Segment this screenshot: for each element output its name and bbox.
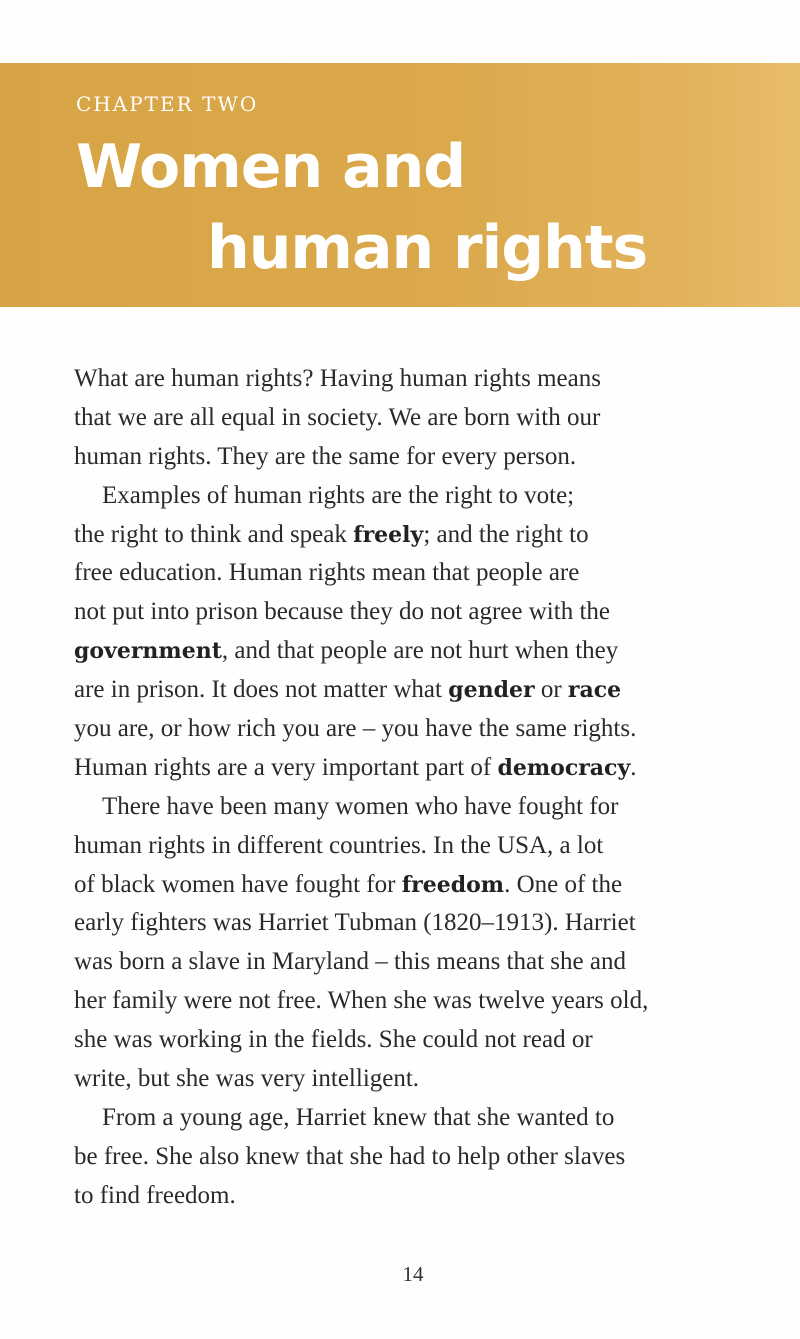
text-line bbox=[74, 710, 764, 749]
text-segment: From a young age, Harriet knew that she wanted to bbox=[102, 1103, 615, 1131]
text-segment: or bbox=[534, 676, 568, 704]
text-line bbox=[74, 788, 764, 827]
glossary-term: government bbox=[74, 638, 222, 665]
text-line bbox=[74, 827, 764, 866]
text-segment: are in prison. It does not matter what bbox=[74, 676, 449, 704]
text-segment: . bbox=[630, 753, 637, 781]
text-segment: be free. She also knew that she had to help other slaves bbox=[74, 1142, 626, 1170]
text-segment: Human rights are a very important part of bbox=[74, 753, 498, 781]
text-segment: . One of the bbox=[504, 870, 623, 898]
text-line bbox=[74, 904, 764, 943]
text-segment: ; and the right to bbox=[423, 520, 589, 548]
chapter-label: CHAPTER TWO bbox=[76, 92, 259, 116]
glossary-term: democracy bbox=[497, 754, 631, 781]
text-line bbox=[74, 399, 764, 438]
text-line bbox=[74, 1177, 764, 1216]
text-line bbox=[74, 671, 764, 710]
text-line bbox=[74, 477, 764, 516]
text-segment: What are human rights? Having human rights means bbox=[74, 365, 601, 392]
text-line bbox=[74, 749, 764, 788]
text-line bbox=[74, 1138, 764, 1177]
text-segment: you are, or how rich you are – you have the same rights. bbox=[74, 715, 637, 743]
text-segment: human rights in different countries. In the USA, a lot bbox=[74, 831, 604, 859]
body-text bbox=[74, 360, 764, 1216]
text-segment: not put into prison because they do not agree with the bbox=[74, 598, 610, 626]
glossary-term: gender bbox=[448, 677, 535, 704]
text-line bbox=[74, 438, 764, 477]
text-line bbox=[74, 632, 764, 671]
chapter-title-line-1: Women and bbox=[76, 132, 466, 202]
text-line bbox=[74, 982, 764, 1021]
text-line bbox=[74, 866, 764, 905]
text-segment: of black women have fought for bbox=[74, 870, 402, 898]
glossary-term: freely bbox=[353, 521, 424, 548]
text-line bbox=[74, 1099, 764, 1138]
text-segment: the right to think and speak bbox=[74, 520, 354, 548]
text-line bbox=[74, 1021, 764, 1060]
text-segment: her family were not free. When she was twelve years old, bbox=[74, 987, 649, 1015]
text-segment: early fighters was Harriet Tubman (1820–1913). Harriet bbox=[74, 909, 636, 937]
glossary-term: freedom bbox=[401, 871, 505, 898]
chapter-title-line-2: human rights bbox=[207, 213, 648, 283]
glossary-term: race bbox=[567, 677, 622, 704]
text-segment: Examples of human rights are the right to vote; bbox=[102, 481, 575, 509]
text-segment: free education. Human rights mean that people are bbox=[74, 559, 580, 587]
text-line bbox=[74, 554, 764, 593]
text-segment: There have been many women who have fought for bbox=[102, 792, 619, 820]
text-segment: to find freedom. bbox=[74, 1181, 236, 1209]
text-segment: was born a slave in Maryland – this means that she and bbox=[74, 948, 626, 976]
text-segment: , and that people are not hurt when they bbox=[221, 637, 619, 665]
text-line bbox=[74, 1060, 764, 1099]
text-segment: write, but she was very intelligent. bbox=[74, 1065, 420, 1093]
page-number: 14 bbox=[402, 1262, 424, 1286]
text-segment: she was working in the fields. She could not read or bbox=[74, 1026, 593, 1054]
text-segment: that we are all equal in society. We are born with our bbox=[74, 403, 601, 431]
text-line bbox=[74, 593, 764, 632]
text-segment: human rights. They are the same for every person. bbox=[74, 442, 577, 470]
text-line bbox=[74, 360, 764, 399]
text-line bbox=[74, 516, 764, 555]
text-line bbox=[74, 943, 764, 982]
